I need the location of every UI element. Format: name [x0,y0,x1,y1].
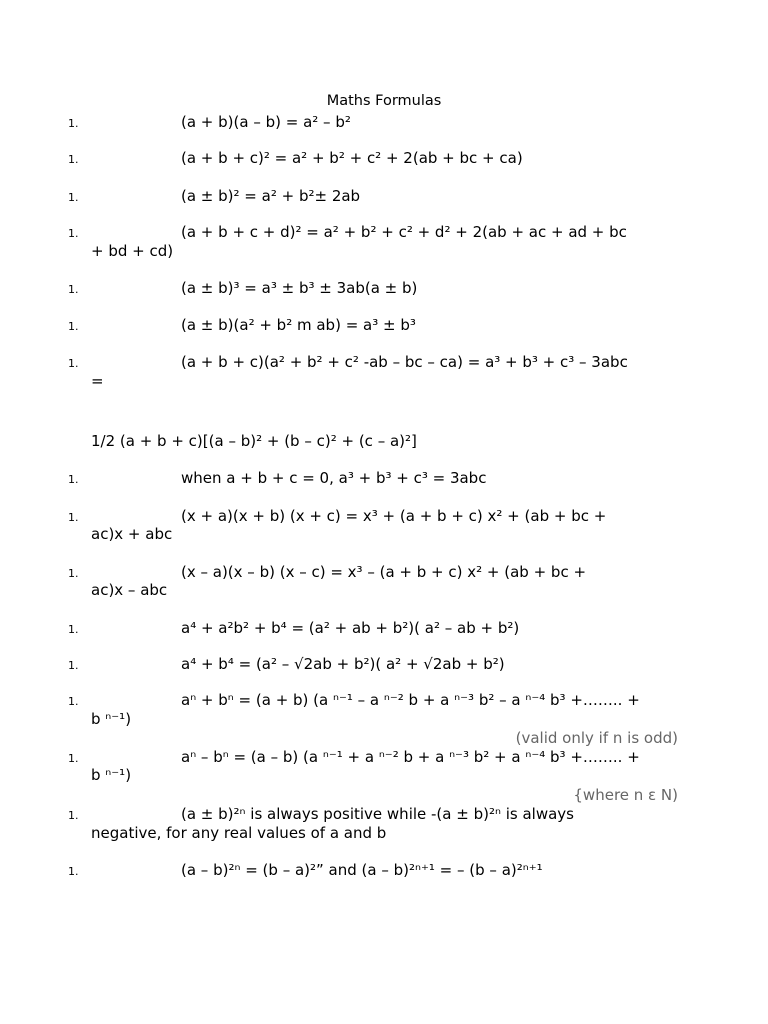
list-number: 1. [68,623,79,636]
formula-text: when a + b + c = 0, a³ + b³ + c³ = 3abc [181,469,487,487]
list-number: 1. [68,320,79,333]
formula-text: (a ± b)³ = a³ ± b³ ± 3ab(a ± b) [181,279,418,297]
list-number: 1. [68,695,79,708]
formula-text: (x – a)(x – b) (x – c) = x³ – (a + b + c) x² + (ab + bc + [181,563,587,581]
formula-continuation: negative, for any real values of a and b [91,824,387,842]
list-number: 1. [68,567,79,580]
formula-text: (a ± b)² = a² + b²± 2ab [181,187,361,205]
page-title: Maths Formulas [326,93,442,109]
list-number: 1. [68,117,79,130]
list-number: 1. [68,809,79,822]
list-number: 1. [68,659,79,672]
list-number: 1. [68,511,79,524]
list-number: 1. [68,283,79,296]
formula-text: (a + b)(a – b) = a² – b² [181,113,351,131]
list-number: 1. [68,227,79,240]
note-where: {where n ε N) [573,786,678,804]
formula-text: (a – b)²ⁿ = (b – a)²” and (a – b)²ⁿ⁺¹ = – (b – a)²ⁿ⁺¹ [181,861,543,879]
list-number: 1. [68,865,79,878]
formula-continuation: b ⁿ⁻¹) [91,766,132,784]
formula-text: aⁿ – bⁿ = (a – b) (a ⁿ⁻¹ + a ⁿ⁻² b + a ⁿ⁻³ b² + a ⁿ⁻⁴ b³ +…….. + [181,748,640,766]
formula-text: a⁴ + a²b² + b⁴ = (a² + ab + b²)( a² – ab + b²) [181,619,520,637]
formula-text: (a + b + c + d)² = a² + b² + c² + d² + 2(ab + ac + ad + bc [181,223,627,241]
formula-text: (a ± b)²ⁿ is always positive while -(a ± b)²ⁿ is always [181,805,574,823]
list-number: 1. [68,357,79,370]
list-number: 1. [68,153,79,166]
formula-continuation: b ⁿ⁻¹) [91,710,132,728]
formula-text: (x + a)(x + b) (x + c) = x³ + (a + b + c) x² + (ab + bc + [181,507,607,525]
formula-continuation: ac)x + abc [91,525,173,543]
formula-text: (a + b + c)² = a² + b² + c² + 2(ab + bc + ca) [181,149,523,167]
formula-continuation: = [91,372,104,390]
formula-continuation: + bd + cd) [91,242,174,260]
note-valid-odd: (valid only if n is odd) [515,729,678,747]
list-number: 1. [68,752,79,765]
list-number: 1. [68,473,79,486]
formula-text: (a + b + c)(a² + b² + c² -ab – bc – ca) = a³ + b³ + c³ – 3abc [181,353,628,371]
formula-text: a⁴ + b⁴ = (a² – √2ab + b²)( a² + √2ab + b²) [181,655,505,673]
list-number: 1. [68,191,79,204]
formula-continuation-line: 1/2 (a + b + c)[(a – b)² + (b – c)² + (c – a)²] [91,432,417,450]
formula-continuation: ac)x – abc [91,581,168,599]
formula-text: aⁿ + bⁿ = (a + b) (a ⁿ⁻¹ – a ⁿ⁻² b + a ⁿ⁻³ b² – a ⁿ⁻⁴ b³ +…….. + [181,691,640,709]
formula-text: (a ± b)(a² + b² m ab) = a³ ± b³ [181,316,416,334]
